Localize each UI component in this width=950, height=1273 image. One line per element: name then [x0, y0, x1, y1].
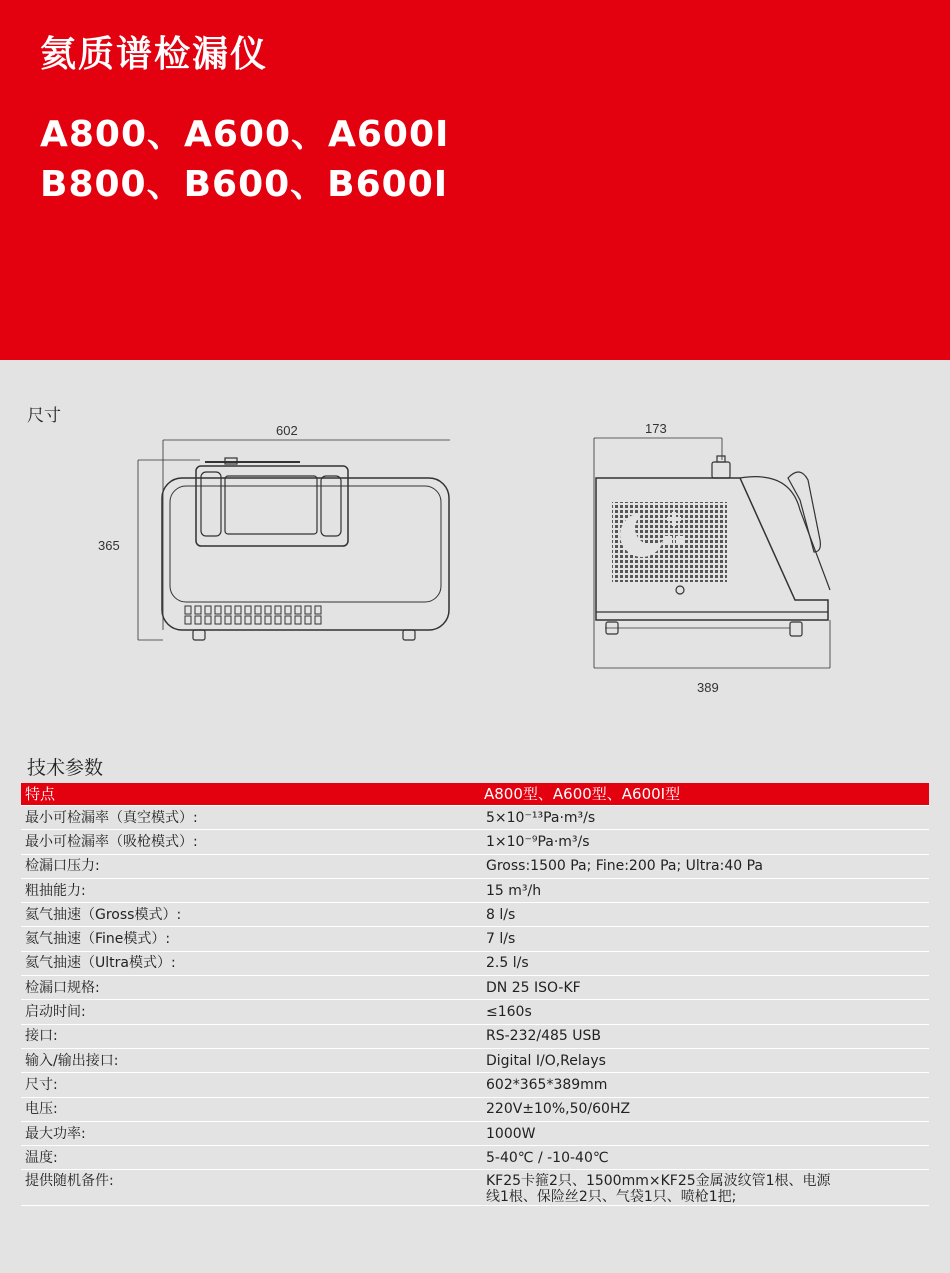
spec-header-row — [21, 783, 929, 806]
table-row — [21, 1048, 929, 1072]
spec-name: 启动时间: — [21, 1000, 484, 1024]
table-row — [21, 1146, 929, 1170]
spec-name: 最小可检漏率（吸枪模式）: — [21, 830, 484, 854]
table-row — [21, 903, 929, 927]
table-row — [21, 951, 929, 975]
accessories-line-2: 线1根、保险丝2只、气袋1只、喷枪1把; — [486, 1189, 737, 1206]
table-row — [21, 830, 929, 854]
accessories-line-1: KF25卡箍2只、1500mm×KF25金属波纹管1根、电源 — [486, 1173, 831, 1190]
table-row — [21, 1170, 929, 1206]
spec-name: 电压: — [21, 1097, 484, 1121]
spec-value — [484, 1170, 929, 1206]
spec-value: RS-232/485 USB — [484, 1024, 929, 1048]
spec-value: 220V±10%,50/60HZ — [484, 1097, 929, 1121]
model-line-b: B800、B600、B600I — [40, 164, 449, 205]
spec-name: 提供随机备件: — [21, 1170, 484, 1206]
specs-heading: 技术参数 — [27, 757, 104, 779]
spec-name: 检漏口规格: — [21, 976, 484, 1000]
spec-value: Digital I/O,Relays — [484, 1048, 929, 1072]
front-height-label: 365 — [98, 538, 120, 553]
spec-name: 氦气抽速（Ultra模式）: — [21, 951, 484, 975]
spec-value: 602*365*389mm — [484, 1073, 929, 1097]
spec-value: 5-40℃ / -10-40℃ — [484, 1146, 929, 1170]
spec-name: 尺寸: — [21, 1073, 484, 1097]
spec-name: 温度: — [21, 1146, 484, 1170]
spec-value: 2.5 l/s — [484, 951, 929, 975]
spec-name: 检漏口压力: — [21, 854, 484, 878]
spec-value: 15 m³/h — [484, 878, 929, 902]
spec-name: 粗抽能力: — [21, 878, 484, 902]
table-row — [21, 927, 929, 951]
table-row — [21, 806, 929, 830]
spec-name: 氦气抽速（Fine模式）: — [21, 927, 484, 951]
side-top-label: 173 — [645, 421, 667, 436]
spec-value: 5×10⁻¹³Pa·m³/s — [484, 806, 929, 830]
spec-value: 1000W — [484, 1121, 929, 1145]
spec-header-value: A800型、A600型、A600I型 — [484, 783, 929, 806]
model-line-a: A800、A600、A600I — [40, 114, 450, 155]
product-title: 氦质谱检漏仪 — [40, 34, 269, 75]
table-row — [21, 1024, 929, 1048]
table-row — [21, 976, 929, 1000]
spec-value: 1×10⁻⁹Pa·m³/s — [484, 830, 929, 854]
spec-table — [21, 783, 929, 1206]
spec-value: DN 25 ISO-KF — [484, 976, 929, 1000]
spec-value: 7 l/s — [484, 927, 929, 951]
spec-value: Gross:1500 Pa; Fine:200 Pa; Ultra:40 Pa — [484, 854, 929, 878]
table-row — [21, 878, 929, 902]
side-depth-label: 389 — [697, 680, 719, 695]
spec-header-name: 特点 — [21, 783, 484, 806]
spec-name: 最小可检漏率（真空模式）: — [21, 806, 484, 830]
table-row — [21, 1097, 929, 1121]
dimensions-heading: 尺寸 — [27, 406, 61, 426]
spec-name: 接口: — [21, 1024, 484, 1048]
spec-name: 输入/输出接口: — [21, 1048, 484, 1072]
spec-value: ≤160s — [484, 1000, 929, 1024]
spec-value: 8 l/s — [484, 903, 929, 927]
table-row — [21, 1073, 929, 1097]
table-row — [21, 1121, 929, 1145]
spec-name: 氦气抽速（Gross模式）: — [21, 903, 484, 927]
front-width-label: 602 — [276, 423, 298, 438]
table-row — [21, 1000, 929, 1024]
spec-name: 最大功率: — [21, 1121, 484, 1145]
table-row — [21, 854, 929, 878]
